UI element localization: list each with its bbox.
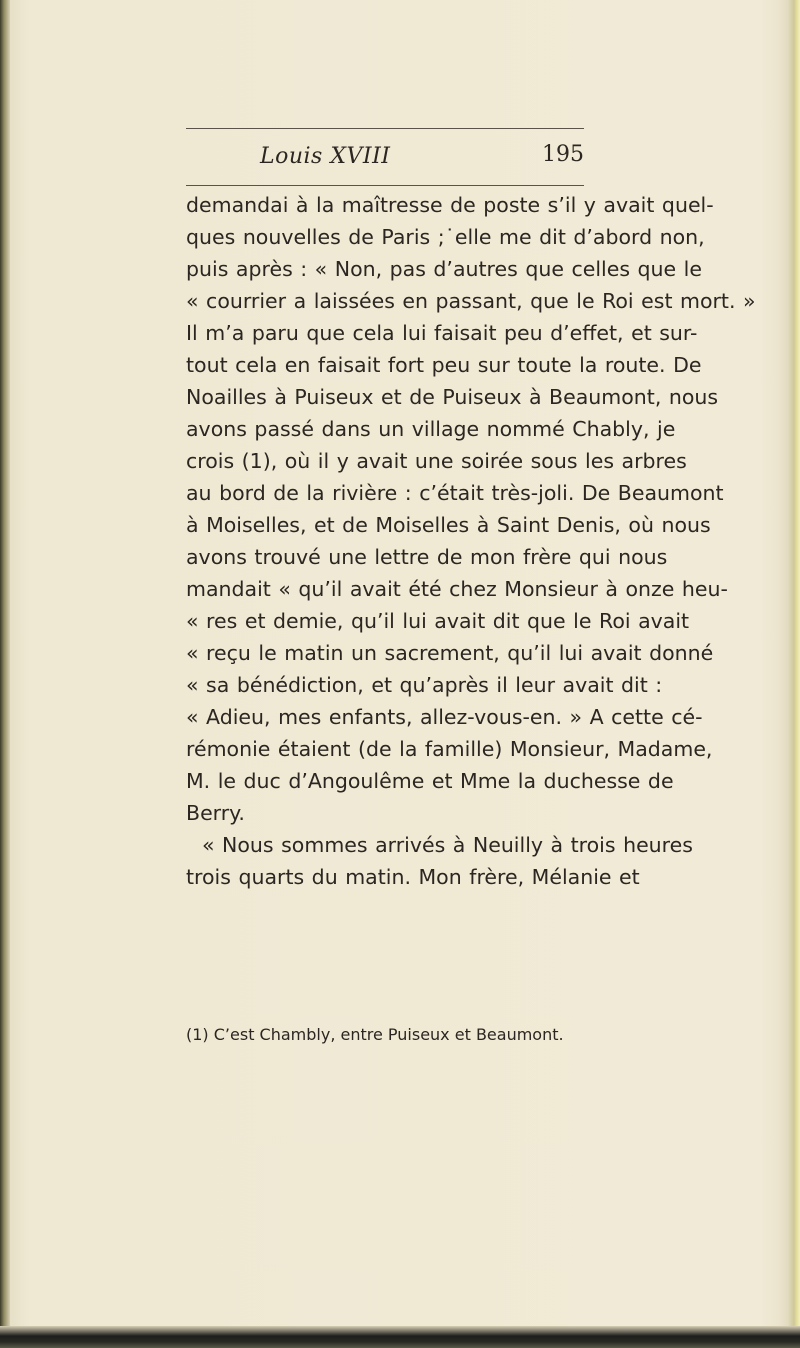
text-line: demandai à la maîtresse de poste s’il y avait quel- xyxy=(186,193,714,217)
text-line: « sa bénédiction, et qu’après il leur avait dit : xyxy=(186,673,663,697)
text-line: tout cela en faisait fort peu sur toute la route. De xyxy=(186,353,702,377)
text-line: à Moiselles, et de Moiselles à Saint Denis, où nous xyxy=(186,513,711,537)
body-text xyxy=(186,189,756,893)
text-line: « Adieu, mes enfants, allez-vous-en. » A cette cé- xyxy=(186,705,703,729)
header-rule-bottom xyxy=(186,185,584,186)
text-line: Noailles à Puiseux et de Puiseux à Beaumont, nous xyxy=(186,385,719,409)
footnote: (1) C’est Chambly, entre Puiseux et Beaumont. xyxy=(186,1025,564,1044)
text-line: avons passé dans un village nommé Chably, je xyxy=(186,417,676,441)
page-bottom-edge xyxy=(0,1326,800,1348)
text-line: Berry. xyxy=(186,801,245,825)
text-line: « reçu le matin un sacrement, qu’il lui avait donné xyxy=(186,641,714,665)
text-line: « Nous sommes arrivés à Neuilly à trois heures xyxy=(202,833,693,857)
text-line: « res et demie, qu’il lui avait dit que le Roi avait xyxy=(186,609,690,633)
text-line: « courrier a laissées en passant, que le Roi est mort. » xyxy=(186,289,756,313)
page-number: 195 xyxy=(542,142,584,167)
text-line: avons trouvé une lettre de mon frère qui nous xyxy=(186,545,668,569)
page-binding-edge xyxy=(0,0,10,1348)
running-title: Louis XVIII xyxy=(260,144,391,169)
text-line: trois quarts du matin. Mon frère, Mélanie et xyxy=(186,865,640,889)
text-line: M. le duc d’Angoulême et Mme la duchesse de xyxy=(186,769,674,793)
page-right-edge xyxy=(778,0,800,1348)
header-rule-top xyxy=(186,128,584,129)
text-line: crois (1), où il y avait une soirée sous les arbres xyxy=(186,449,687,473)
running-header xyxy=(186,140,584,176)
text-line: ques nouvelles de Paris ;˙elle me dit d’abord non, xyxy=(186,225,705,249)
text-line: Il m’a paru que cela lui faisait peu d’effet, et sur- xyxy=(186,321,698,345)
text-line: puis après : « Non, pas d’autres que celles que le xyxy=(186,257,702,281)
text-line: rémonie étaient (de la famille) Monsieur, Madame, xyxy=(186,737,713,761)
text-line: au bord de la rivière : c’était très-joli. De Beaumont xyxy=(186,481,724,505)
text-line: mandait « qu’il avait été chez Monsieur à onze heu- xyxy=(186,577,728,601)
